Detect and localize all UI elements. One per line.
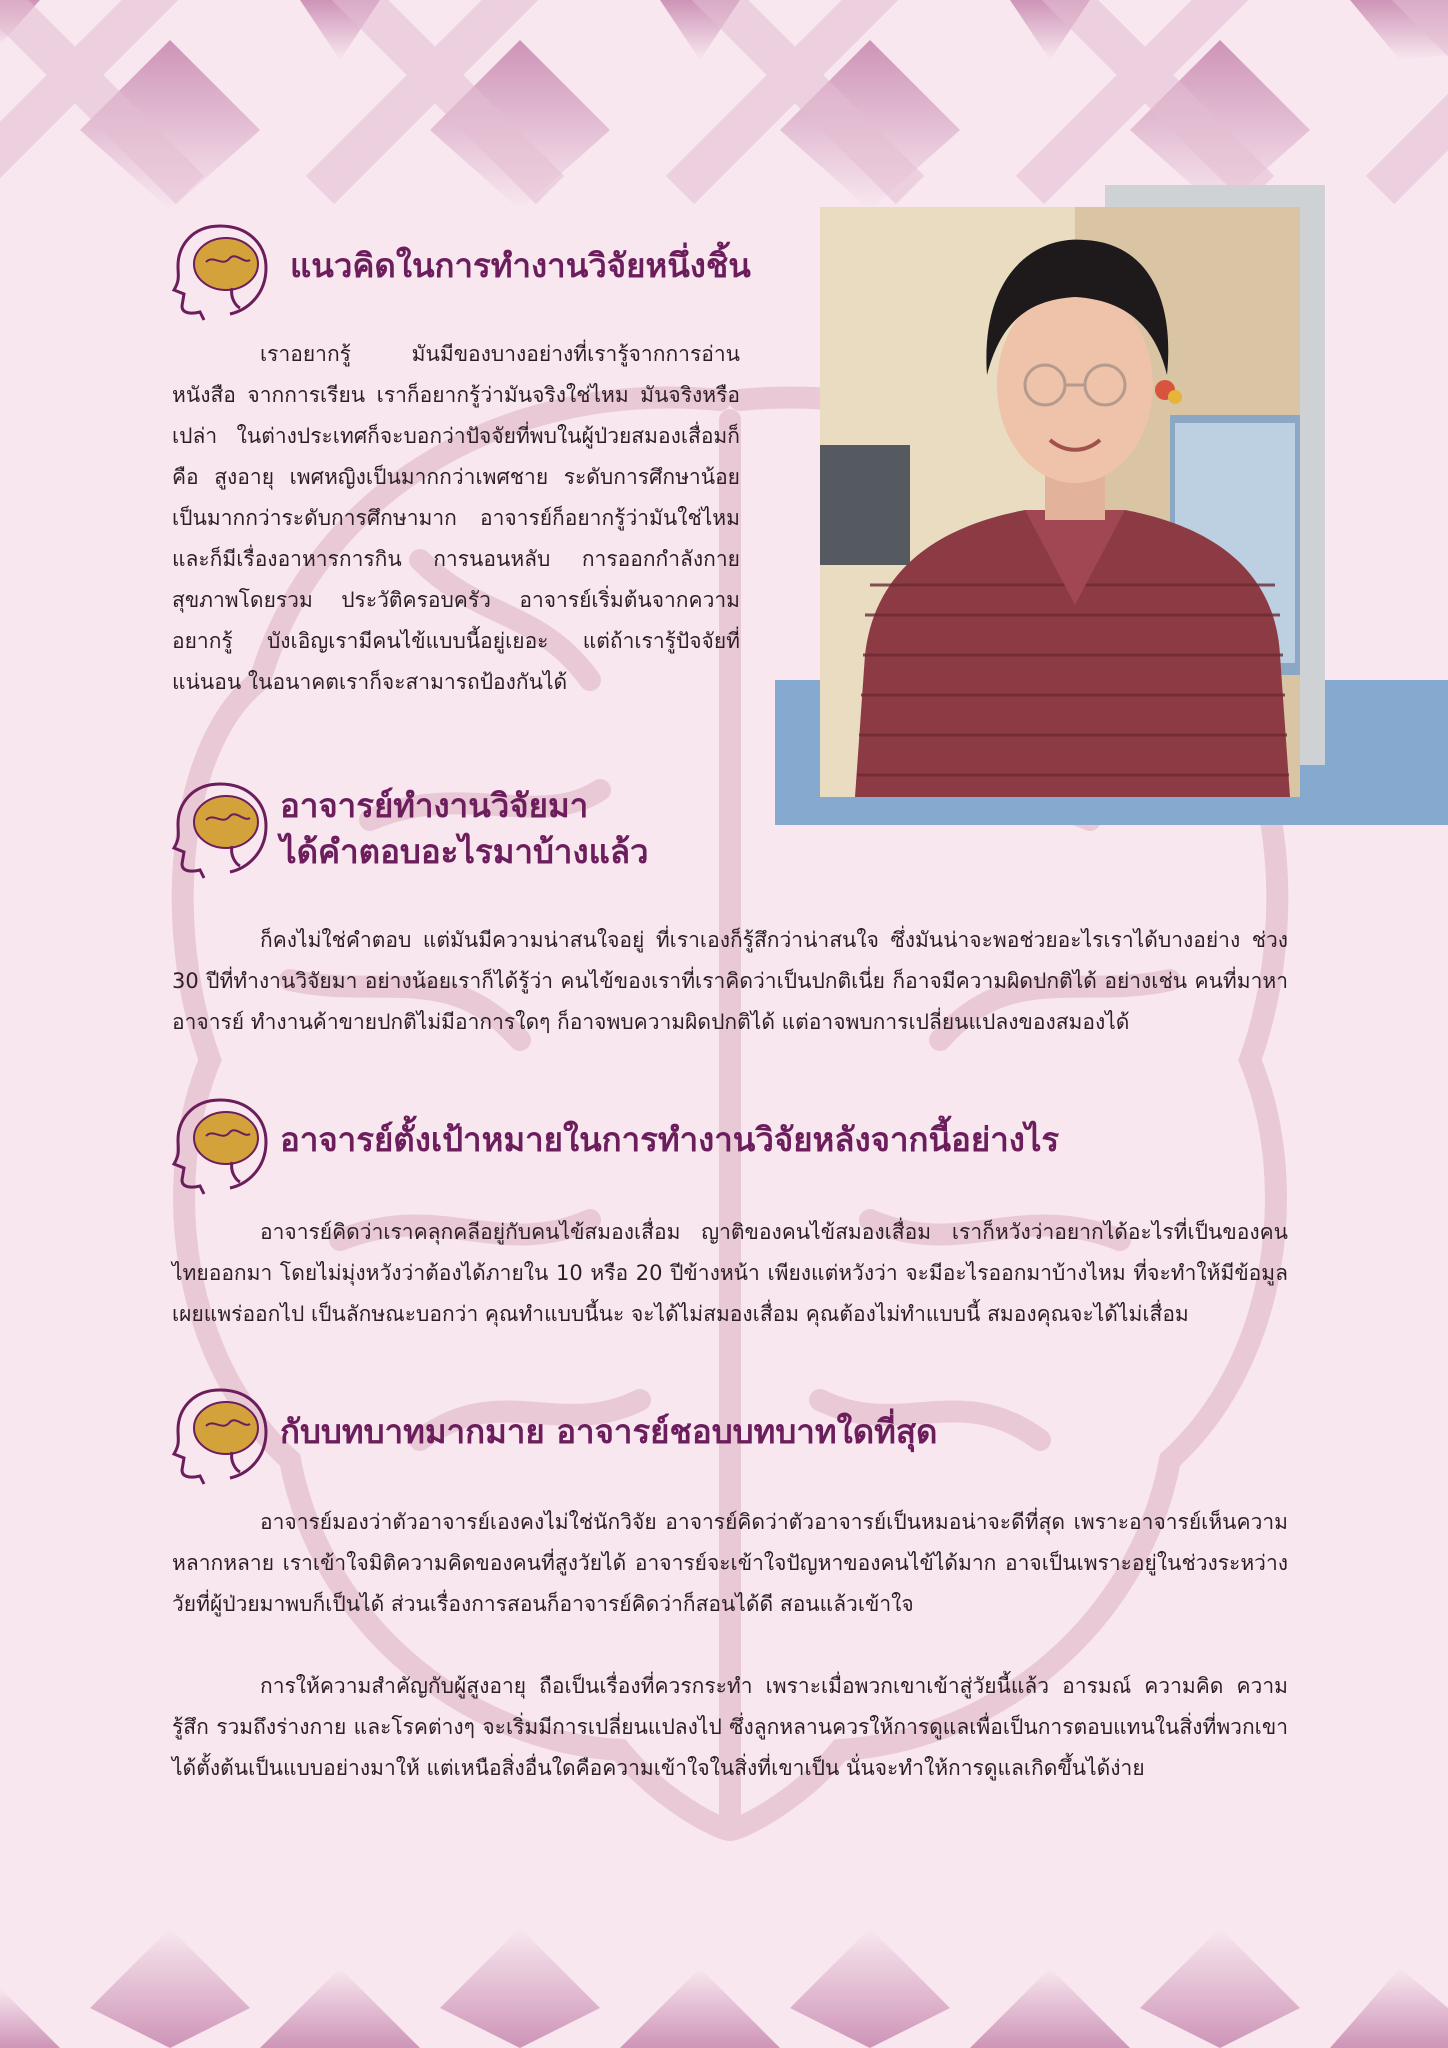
portrait-photo-block [775,185,1448,825]
section-4-heading: กับบทบาทมากมาย อาจารย์ชอบบทบาทใดที่สุด [280,1412,938,1451]
portrait-photo [775,185,1448,825]
section-4-paragraph-2: การให้ความสำคัญกับผู้สูงอายุ ถือเป็นเรื่องที่ควรกระทำ เพราะเมื่อพวกเขาเข้าสู่วัยนี้แล้ว อารมณ์ ความคิด ความรู้สึก รวมถึงร่างกาย และโรคต่างๆ จะเริ่มมีการเปลี่ยนแปลงไป ซึ่งลูกหลานควรให้การดูแลเพื่อเป็นการตอบแทนในสิ่งที่พวกเขาได้ตั้งต้นเป็นแบบอย่างมาให้ แต่เหนือสิ่งอื่นใดคือความเข้าใจในสิ่งที่เขาเป็น นั่นจะทำให้การดูแลเกิดขึ้นได้ง่าย [172,1674,1288,1780]
section-2-heading-line2: ได้คำตอบอะไรมาบ้างแล้ว [280,832,649,871]
bottom-diamond-pattern [0,1908,1448,2048]
section-2-heading-line1: อาจารย์ทำงานวิจัยมา [280,786,589,825]
brain-head-icon [170,1096,270,1196]
brain-head-icon [170,780,270,880]
section-2-paragraph: ก็คงไม่ใช่คำตอบ แต่มันมีความน่าสนใจอยู่ ที่เราเองก็รู้สึกว่าน่าสนใจ ซึ่งมันน่าจะพอช่วยอะไรเราได้บางอย่าง ช่วง 30 ปีที่ทำงานวิจัยมา อย่างน้อยเราก็ได้รู้ว่า คนไข้ของเราที่เราคิดว่าเป็นปกติเนี่ย ก็อาจมีความผิดปกติได้ อย่างเช่น คนที่มาหาอาจารย์ ทำงานค้าขายปกติไม่มีอาการใดๆ ก็อาจพบความผิดปกติได้ แต่อาจพบการเปลี่ยนแปลงของสมองได้ [172,928,1288,1034]
section-4-paragraph: อาจารย์มองว่าตัวอาจารย์เองคงไม่ใช่นักวิจัย อาจารย์คิดว่าตัวอาจารย์เป็นหมอน่าจะดีที่สุด เพราะอาจารย์เห็นความหลากหลาย เราเข้าใจมิติความคิดของคนที่สูงวัยได้ อาจารย์จะเข้าใจปัญหาของคนไข้ได้มาก อาจเป็นเพราะอยู่ในช่วงระหว่างวัยที่ผู้ป่วยมาพบก็เป็นได้ ส่วนเรื่องการสอนก็อาจารย์คิดว่าก็สอนได้ดี สอนแล้วเข้าใจ [172,1510,1288,1616]
brain-head-icon [170,1386,270,1486]
section-1-heading: แนวคิดในการทำงานวิจัยหนึ่งชิ้น [290,246,751,285]
section-3-paragraph: อาจารย์คิดว่าเราคลุกคลีอยู่กับคนไข้สมองเสื่อม ญาติของคนไข้สมองเสื่อม เราก็หวังว่าอยากได้อะไรที่เป็นของคนไทยออกมา โดยไม่มุ่งหวังว่าต้องได้ภายใน 10 หรือ 20 ปีข้างหน้า เพียงแต่หวังว่า จะมีอะไรออกมาบ้างไหม ที่จะทำให้มีข้อมูลเผยแพร่ออกไป เป็นลักษณะบอกว่า คุณทำแบบนี้นะ จะได้ไม่สมองเสื่อม คุณต้องไม่ทำแบบนี้ สมองคุณจะได้ไม่เสื่อม [172,1220,1288,1326]
brain-head-icon [170,222,270,322]
section-3-heading: อาจารย์ตั้งเป้าหมายในการทำงานวิจัยหลังจากนี้อย่างไร [280,1120,1060,1159]
top-diamond-pattern [0,0,1448,210]
section-1-paragraph: เราอยากรู้ มันมีของบางอย่างที่เรารู้จากการอ่านหนังสือ จากการเรียน เราก็อยากรู้ว่ามันจริงใช่ไหม มันจริงหรือเปล่า ในต่างประเทศก็จะบอกว่าปัจจัยที่พบในผู้ป่วยสมองเสื่อมก็คือ สูงอายุ เพศหญิงเป็นมากกว่าเพศชาย ระดับการศึกษาน้อยเป็นมากกว่าระดับการศึกษามาก อาจารย์ก็อยากรู้ว่ามันใช่ไหม และก็มีเรื่องอาหารการกิน การนอนหลับ การออกกำลังกาย สุขภาพโดยรวม ประวัติครอบครัว อาจารย์เริ่มต้นจากความอยากรู้ บังเอิญเรามีคนไข้แบบนี้อยู่เยอะ แต่ถ้าเรารู้ปัจจัยที่แน่นอน ในอนาคตเราก็จะสามารถป้องกันได้ [172,342,740,694]
